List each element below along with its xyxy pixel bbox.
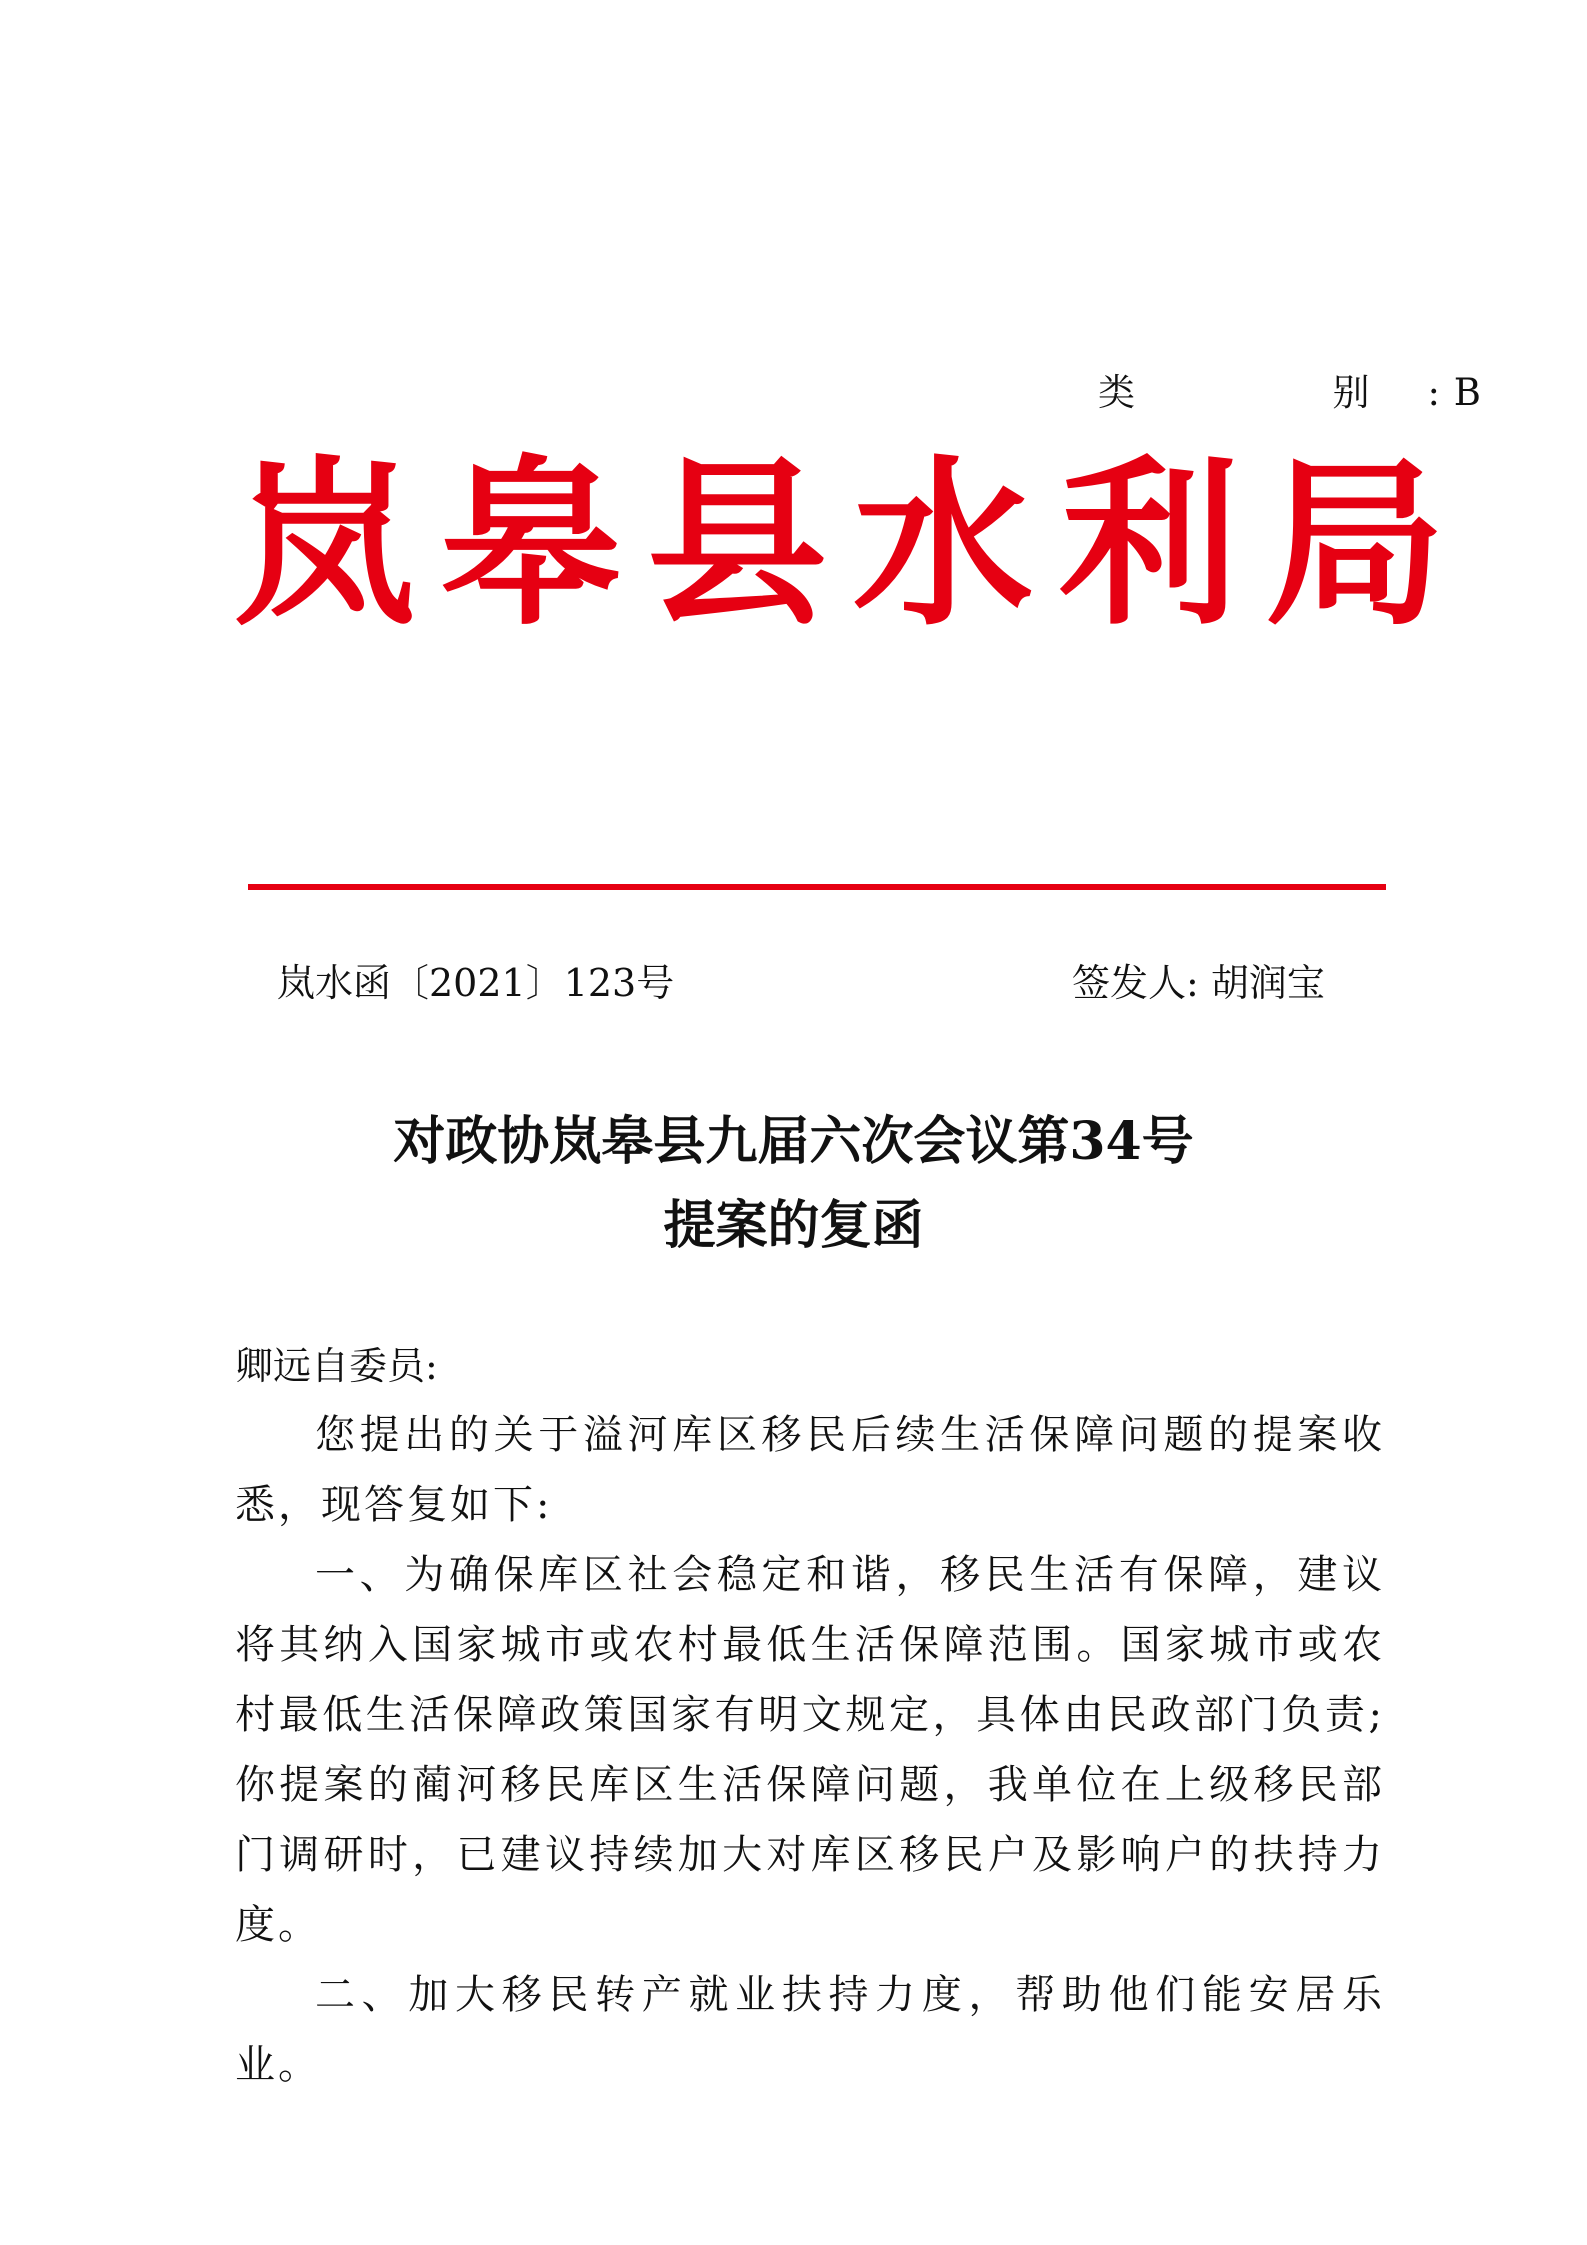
- category-line: 类 别: B: [1098, 371, 1482, 414]
- paragraph-2: 一、为确保库区社会稳定和谐，移民生活有保障，建议将其纳入国家城市或农村最低生活保障范围。国家城市或农村最低生活保障政策国家有明文规定，具体由民政部门负责;你提案的蔺河移民库区生活保障问题，我单位在上级移民部门调研时，已建议持续加大对库区移民户及影响户的扶持力度。: [235, 1552, 1385, 1948]
- salutation: 卿远自委员:: [235, 1344, 438, 1388]
- document-title: [0, 1100, 1587, 1268]
- signer-label: 签发人:: [1072, 961, 1199, 1005]
- red-divider-line: [248, 884, 1386, 890]
- document-number: 岚水函〔2021〕123号: [277, 961, 675, 1005]
- title-line-2: 提案的复函: [663, 1195, 924, 1256]
- letter-body: [235, 1400, 1385, 2100]
- signer-name: 胡润宝: [1210, 961, 1325, 1005]
- issuer-masthead: 岚皋县水利局: [235, 439, 1472, 650]
- category-label: 类 别: [1098, 371, 1428, 414]
- signer-line: [1072, 952, 1325, 1007]
- category-value: B: [1453, 371, 1482, 414]
- paragraph-3: 二、加大移民转产就业扶持力度，帮助他们能安居乐业。: [235, 1972, 1385, 2088]
- title-line-1: 对政协岚皋县九届六次会议第34号: [393, 1111, 1194, 1172]
- paragraph-1: 您提出的关于溢河库区移民后续生活保障问题的提案收悉，现答复如下:: [235, 1412, 1385, 1528]
